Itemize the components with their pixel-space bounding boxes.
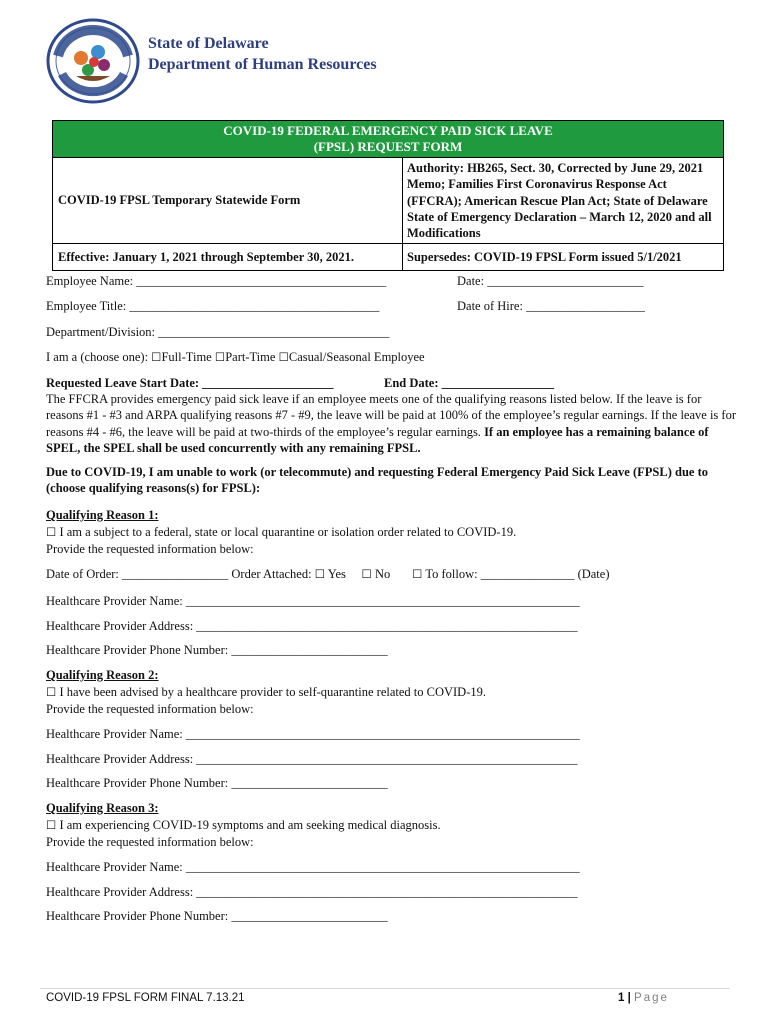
form-title-line1: COVID-19 FEDERAL EMERGENCY PAID SICK LEAVE bbox=[223, 123, 553, 138]
form-title-line2: (FPSL) REQUEST FORM bbox=[313, 139, 463, 154]
casual-seasonal-checkbox[interactable]: ☐ bbox=[278, 350, 289, 364]
reason3-statement: I am experiencing COVID-19 symptoms and am seeking medical diagnosis. bbox=[59, 818, 441, 832]
request-intro: Due to COVID-19, I am unable to work (or telecommute) and requesting Federal Emergency Paid Sick Leave (FPSL) due to (choose qualifying reasons(s) for FPSL): bbox=[46, 465, 708, 496]
leave-start-field[interactable]: Requested Leave Start Date: _____________________ bbox=[46, 376, 334, 390]
employment-type-label: I am a (choose one): bbox=[46, 350, 149, 364]
reason3-provider-phone-field[interactable]: Healthcare Provider Phone Number: _________________________ bbox=[46, 909, 388, 923]
form-title bbox=[53, 121, 724, 158]
reason2-statement-row bbox=[46, 685, 486, 700]
reason2-checkbox[interactable]: ☐ bbox=[46, 685, 57, 699]
leave-end-field[interactable]: End Date: __________________ bbox=[384, 376, 555, 390]
form-effective: Effective: January 1, 2021 through September 30, 2021. bbox=[53, 244, 403, 271]
order-to-follow-checkbox[interactable]: ☐ bbox=[412, 567, 423, 581]
form-supersedes: Supersedes: COVID-19 FPSL Form issued 5/1/2021 bbox=[403, 244, 724, 271]
reason3-provider-address-field[interactable]: Healthcare Provider Address: _____________________________________________________________ bbox=[46, 885, 578, 899]
dhr-seal-logo bbox=[46, 18, 140, 104]
reason1-provider-address-field[interactable]: Healthcare Provider Address: _____________________________________________________________ bbox=[46, 619, 578, 633]
agency-department: Department of Human Resources bbox=[148, 56, 377, 73]
agency-heading bbox=[148, 33, 377, 75]
footer-divider bbox=[40, 988, 730, 989]
order-no-checkbox[interactable]: ☐ bbox=[361, 567, 372, 581]
reason1-provider-name-field[interactable]: Healthcare Provider Name: _______________________________________________________________ bbox=[46, 594, 580, 608]
reason2-provider-phone-field[interactable]: Healthcare Provider Phone Number: _________________________ bbox=[46, 776, 388, 790]
reason1-statement-row bbox=[46, 525, 516, 540]
reason1-heading: Qualifying Reason 1: bbox=[46, 508, 159, 522]
footer-page-indicator bbox=[618, 992, 669, 1004]
reason3-provide: Provide the requested information below: bbox=[46, 835, 254, 849]
date-field[interactable]: Date: _________________________ bbox=[457, 274, 644, 288]
reason2-provide: Provide the requested information below: bbox=[46, 702, 254, 716]
spel-notice: If an employee has a remaining balance of SPEL, the SPEL shall be used concurrently with any remaining FPSL. bbox=[46, 424, 709, 455]
page-number: 1 bbox=[618, 992, 625, 1004]
page-separator: | bbox=[627, 992, 631, 1004]
part-time-label: Part-Time bbox=[225, 350, 276, 364]
employment-type-row bbox=[46, 350, 425, 365]
date-of-order-field[interactable]: Date of Order: _________________ bbox=[46, 567, 229, 581]
reason3-statement-row bbox=[46, 818, 441, 833]
employee-name-field[interactable]: Employee Name: ________________________________________ bbox=[46, 274, 387, 288]
order-to-follow-field[interactable]: To follow: _______________ (Date) bbox=[425, 567, 610, 581]
reason1-order-row bbox=[46, 567, 610, 582]
part-time-checkbox[interactable]: ☐ bbox=[214, 350, 226, 364]
reason2-heading: Qualifying Reason 2: bbox=[46, 668, 159, 682]
full-time-checkbox[interactable]: ☐ bbox=[151, 350, 162, 364]
form-name: COVID-19 FPSL Temporary Statewide Form bbox=[53, 158, 403, 244]
full-time-label: Full-Time bbox=[161, 350, 212, 364]
reason1-statement: I am a subject to a federal, state or local quarantine or isolation order related to COVID-19. bbox=[59, 525, 517, 539]
reason1-provide: Provide the requested information below: bbox=[46, 542, 254, 556]
page-word: Page bbox=[634, 992, 669, 1004]
reason3-checkbox[interactable]: ☐ bbox=[46, 818, 57, 832]
form-header-table bbox=[52, 120, 724, 271]
agency-state: State of Delaware bbox=[148, 35, 269, 52]
footer-form-id: COVID-19 FPSL FORM FINAL 7.13.21 bbox=[46, 992, 245, 1004]
department-field[interactable]: Department/Division: _____________________________________ bbox=[46, 325, 390, 339]
reason2-provider-address-field[interactable]: Healthcare Provider Address: _____________________________________________________________ bbox=[46, 752, 578, 766]
reason2-provider-name-field[interactable]: Healthcare Provider Name: _______________________________________________________________ bbox=[46, 727, 580, 741]
order-yes-checkbox[interactable]: ☐ bbox=[314, 567, 326, 581]
ffcra-paragraph bbox=[46, 391, 736, 456]
reason2-statement: I have been advised by a healthcare provider to self-quarantine related to COVID-19. bbox=[59, 685, 486, 699]
form-authority: Authority: HB265, Sect. 30, Corrected by June 29, 2021 Memo; Families First Coronavirus Response Act (FFCRA); American Rescue Plan Act; State of Delaware State of Emergency Declaration – March 12, 2020 and all Modifications bbox=[403, 158, 724, 244]
reason3-provider-name-field[interactable]: Healthcare Provider Name: _______________________________________________________________ bbox=[46, 860, 580, 874]
employee-title-field[interactable]: Employee Title: ________________________________________ bbox=[46, 299, 380, 313]
date-of-hire-field[interactable]: Date of Hire: ___________________ bbox=[457, 299, 645, 313]
reason3-heading: Qualifying Reason 3: bbox=[46, 801, 159, 815]
order-yes-label: Yes bbox=[327, 567, 346, 581]
order-attached-label: Order Attached: bbox=[231, 567, 312, 581]
reason1-provider-phone-field[interactable]: Healthcare Provider Phone Number: _________________________ bbox=[46, 643, 388, 657]
casual-seasonal-label: Casual/Seasonal Employee bbox=[288, 350, 425, 364]
order-no-label: No bbox=[374, 567, 391, 581]
reason1-checkbox[interactable]: ☐ bbox=[46, 525, 57, 539]
ffcra-text: The FFCRA provides emergency paid sick leave if an employee meets one of the qualifying reasons listed below. If the leave is for reasons #1 - #3 and ARPA qualifying reasons #7 - #9, the leave will be paid at 100% of the employee’s regular earnings. If the leave is for reasons #4 - #6, the leave will be paid at two-thirds of the employee’s regular earnings. bbox=[46, 392, 736, 439]
